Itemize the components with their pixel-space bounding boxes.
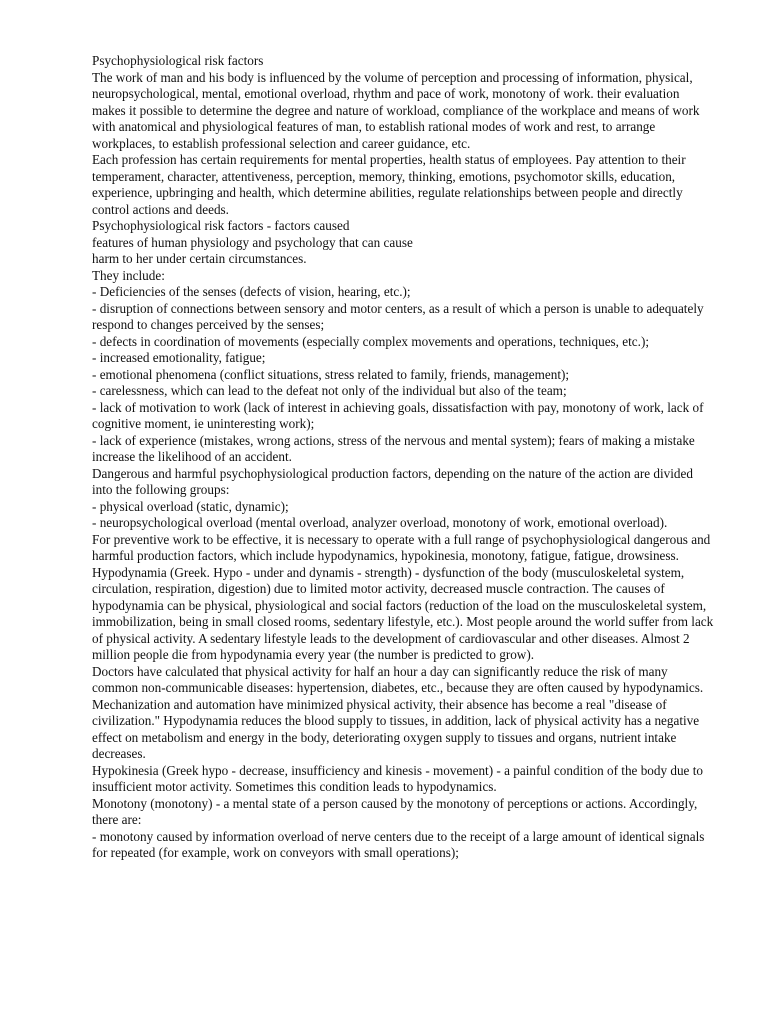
doc-list-item: - physical overload (static, dynamic); xyxy=(92,498,289,514)
doc-list-item: - carelessness, which can lead to the defeat not only of the individual but also of the team; xyxy=(92,383,567,398)
doc-list-item: - emotional phenomena (conflict situations, stress related to family, friends, management); xyxy=(92,366,570,382)
doc-list-item: - Deficiencies of the senses (defects of vision, hearing, etc.); xyxy=(92,284,411,299)
doc-paragraph: Each profession has certain requirements for mental properties, health status of employees. Pay attention to their temperament, character, attentiveness, perception, memory, thinking, emotions, psychomotor skills, education, experience, upbringing and health, which determine abilities, regulate relationships between people and directly control actions and deeds. xyxy=(92,152,686,217)
doc-title: Psychophysiological risk factors xyxy=(92,53,264,68)
doc-paragraph: Hypokinesia (Greek hypo - decrease, insufficiency and kinesis - movement) - a painful condition of the body due to insufficient motor activity. Sometimes this condition leads to hypodynamics. xyxy=(92,762,703,794)
doc-list-item: - disruption of connections between sensory and motor centers, as a result of which a person is unable to adequately respond to changes perceived by the senses; xyxy=(92,300,704,332)
doc-paragraph: They include: xyxy=(92,267,165,283)
doc-paragraph: features of human physiology and psychology that can cause xyxy=(92,234,413,250)
doc-list-item: - defects in coordination of movements (especially complex movements and operations, techniques, etc.); xyxy=(92,333,649,349)
doc-list-item: - neuropsychological overload (mental overload, analyzer overload, monotony of work, emotional overload). xyxy=(92,515,668,530)
doc-list-item: - increased emotionality, fatigue; xyxy=(92,350,266,365)
doc-list-item: - monotony caused by information overload of nerve centers due to the receipt of a large amount of identical signals for repeated (for example, work on conveyors with small operations); xyxy=(92,828,705,860)
doc-paragraph: Dangerous and harmful psychophysiological production factors, depending on the nature of the action are divided into the following groups: xyxy=(92,465,693,497)
doc-list-item: - lack of motivation to work (lack of interest in achieving goals, dissatisfaction with pay, monotony of work, lack of cognitive moment, ie uninteresting work); xyxy=(92,399,704,431)
doc-paragraph: Doctors have calculated that physical activity for half an hour a day can significantly reduce the risk of many common non-communicable diseases: hypertension, diabetes, etc., because they are often caused by hypodynamics. Mechanization and automation have minimized physical activity, their absence has become a real "disease of civilization." Hypodynamia reduces the blood supply to tissues, in addition, lack of physical activity has a negative effect on metabolism and energy in the body, deteriorating oxygen supply to tissues and organs, nutrient intake decreases. xyxy=(92,663,704,761)
doc-paragraph: harm to her under certain circumstances. xyxy=(92,251,307,266)
doc-list-item: - lack of experience (mistakes, wrong actions, stress of the nervous and mental system); fears of making a mistake increase the likelihood of an accident. xyxy=(92,432,695,464)
doc-paragraph: Monotony (monotony) - a mental state of a person caused by the monotony of perceptions or actions. Accordingly, there are: xyxy=(92,795,698,827)
document-page xyxy=(92,53,714,862)
doc-paragraph: Hypodynamia (Greek. Hypo - under and dynamis - strength) - dysfunction of the body (musculoskeletal system, circulation, respiration, digestion) due to limited motor activity, decreased muscle contraction. The causes of hypodynamia can be physical, physiological and social factors (reduction of the load on the musculoskeletal system, immobilization, being in small closed rooms, sedentary lifestyle, etc.). Most people around the world suffer from lack of physical activity. A sedentary lifestyle leads to the development of cardiovascular and other diseases. Almost 2 million people die from hypodynamia every year (the number is predicted to grow). xyxy=(92,564,714,662)
doc-paragraph: For preventive work to be effective, it is necessary to operate with a full range of psychophysiological dangerous and harmful production factors, which include hypodynamics, hypokinesia, monotony, fatigue, fatigue, drowsiness. xyxy=(92,531,711,563)
doc-paragraph: Psychophysiological risk factors - factors caused xyxy=(92,218,350,233)
doc-paragraph: The work of man and his body is influenced by the volume of perception and processing of information, physical, neuropsychological, mental, emotional overload, rhythm and pace of work, monotony of work. their evaluation makes it possible to determine the degree and nature of workload, compliance of the workplace and means of work with anatomical and physiological features of man, to establish rational modes of work and rest, to arrange workplaces, to establish professional selection and career guidance, etc. xyxy=(92,69,700,151)
